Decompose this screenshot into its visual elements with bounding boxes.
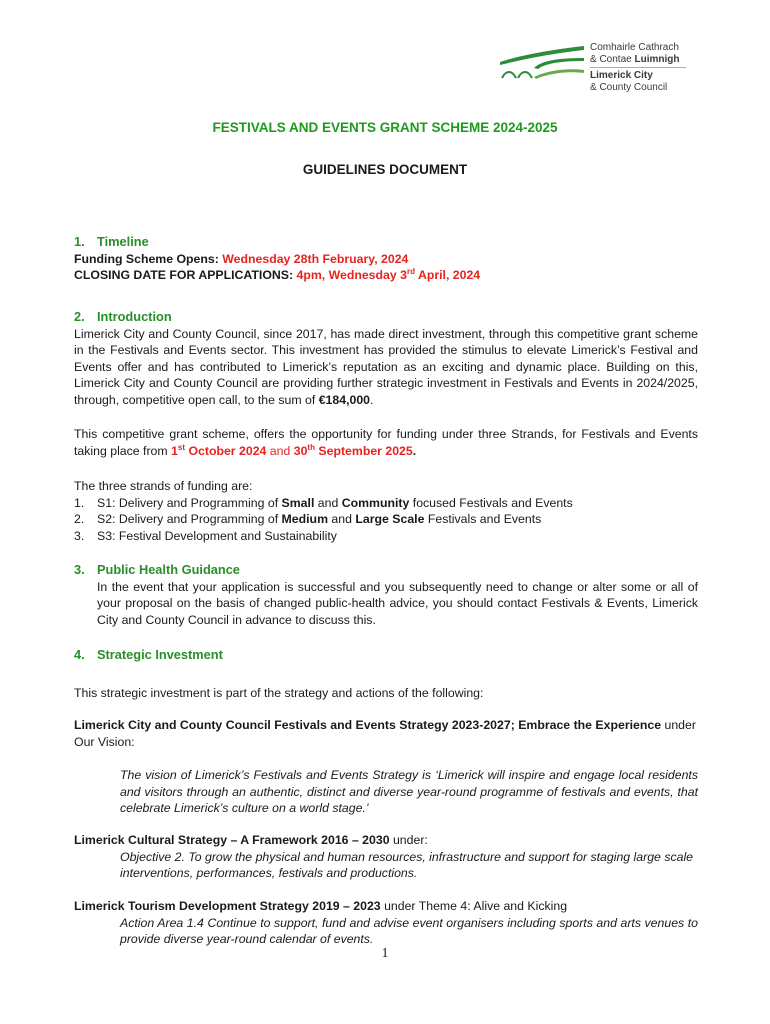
closing-date-value xyxy=(296,268,480,282)
strands-block xyxy=(74,478,698,544)
strategy-1-heading xyxy=(74,717,698,750)
strategy-2 xyxy=(74,832,698,882)
closing-date-label: CLOSING DATE FOR APPLICATIONS: xyxy=(74,268,297,283)
list-number: 2. xyxy=(74,512,85,527)
strategy-3 xyxy=(74,898,698,948)
section-title: Public Health Guidance xyxy=(97,562,240,577)
strand-bold-2: Large Scale xyxy=(355,512,425,527)
public-health-text: In the event that your application is successful and you subsequently need to change or alter some or all of your proposal on the basis of changed public-health advice, you should contact Festivals & Events, Limerick City and County Council in advance to discuss this. xyxy=(97,579,698,627)
section-number: 2. xyxy=(74,309,85,324)
list-item xyxy=(74,511,698,528)
logo-line-4: & County Council xyxy=(590,81,668,93)
strategy-3-title: Limerick Tourism Development Strategy 2019 – 2023 xyxy=(74,899,381,913)
list-item xyxy=(74,528,698,545)
section-introduction xyxy=(74,309,698,409)
intro-paragraph-1-text: Limerick City and County Council, since 2017, has made direct investment, through this competitive grant scheme in the Festivals and Events sector. This investment has provided the stimulus to elevate Limerick’s Festival and Events offer and has contributed to Limerick’s reputation as an exciting and dynamic place. Building on this, Limerick City and County Council are providing further strategic investment in Festivals and Events in 2024/2025, through, competitive open call, to the sum of xyxy=(74,326,698,407)
logo-line-2-bold: Luimnigh xyxy=(634,53,680,65)
closing-date-pre: 4pm, Wednesday 3 xyxy=(296,268,407,283)
logo-line-2 xyxy=(590,54,679,66)
logo-irish-name xyxy=(590,42,679,65)
section-number: 3. xyxy=(74,562,85,577)
strategy-3-quote: Action Area 1.4 Continue to support, fund and advise event organisers including sports and arts venues to provide diverse year-round calendar of events. xyxy=(120,915,698,947)
strand-text: S1: Delivery and Programming of xyxy=(97,495,282,510)
strategy-3-heading xyxy=(74,898,698,915)
intro-paragraph-2 xyxy=(74,426,698,459)
closing-date-line xyxy=(74,267,698,284)
strand-bold-2: Community xyxy=(341,495,410,510)
section-number: 1. xyxy=(74,234,85,249)
document-subtitle: GUIDELINES DOCUMENT xyxy=(302,162,468,177)
funding-opens-label: Funding Scheme Opens: xyxy=(74,251,223,266)
intro-paragraph-1-end: . xyxy=(370,392,374,407)
strategy-2-title: Limerick Cultural Strategy – A Framework 2016 – 2030 xyxy=(74,833,390,847)
council-logo xyxy=(498,40,698,100)
section-heading xyxy=(74,647,698,664)
strategy-3-rest: under Theme 4: Alive and Kicking xyxy=(380,899,568,913)
section-title: Timeline xyxy=(97,234,149,249)
section-title: Introduction xyxy=(97,309,172,324)
section-heading xyxy=(74,309,698,326)
strategy-1-quote: The vision of Limerick’s Festivals and Events Strategy is ‘Limerick will inspire and engage local residents and visitors through an authentic, distinct and diverse year-round programme of festivals and events, that celebrate Limerick’s culture on a world stage.’ xyxy=(120,768,698,816)
section-number: 4. xyxy=(74,647,85,662)
end-date-pre: 30 xyxy=(293,443,308,458)
strand-bold-1: Small xyxy=(281,495,315,510)
strategy-2-heading xyxy=(74,832,698,849)
strand-suffix: focused Festivals and Events xyxy=(409,495,573,510)
funding-opens-line xyxy=(74,251,698,268)
list-item xyxy=(74,495,698,512)
section-heading xyxy=(74,234,698,251)
intro-paragraph-1 xyxy=(74,326,698,409)
strands-intro: The three strands of funding are: xyxy=(74,479,253,493)
logo-line-2-prefix: & Contae xyxy=(590,53,635,65)
strand-text: S2: Delivery and Programming of xyxy=(97,512,282,527)
start-date-sup: st xyxy=(177,442,186,452)
page-number: 1 xyxy=(381,946,389,961)
strand-connector: and xyxy=(314,495,342,510)
strategy-1-title: Limerick City and County Council Festivals and Events Strategy 2023-2027; Embrace the Experience xyxy=(74,718,662,732)
strategy-1 xyxy=(74,717,698,750)
strand-end-date xyxy=(294,444,413,458)
strand-suffix: Festivals and Events xyxy=(424,512,542,527)
start-date-pre: 1 xyxy=(171,443,178,458)
logo-english-name xyxy=(590,70,667,93)
closing-date-post: April, 2024 xyxy=(414,268,481,283)
section-heading xyxy=(74,562,698,579)
strategy-2-quote: Objective 2. To grow the physical and human resources, infrastructure and support for staging large scale interventions, performances, festivals and productions. xyxy=(120,849,694,881)
section-public-health xyxy=(74,562,698,628)
strand-bold-1: Medium xyxy=(281,512,329,527)
strategy-2-rest: under: xyxy=(389,833,428,847)
section-timeline xyxy=(74,234,698,284)
intro-paragraph-2-end: . xyxy=(412,443,417,458)
document-title: FESTIVALS AND EVENTS GRANT SCHEME 2024-2025 xyxy=(212,120,558,135)
end-date-post: September 2025 xyxy=(314,443,413,458)
strand-start-date xyxy=(171,444,266,458)
intro-paragraph-2-text: This competitive grant scheme, offers the opportunity for funding under three Strands, for Festivals and Events taking place from xyxy=(74,427,698,458)
strand-connector: and xyxy=(328,512,356,527)
date-connector: and xyxy=(266,443,294,458)
strategic-intro: This strategic investment is part of the strategy and actions of the following: xyxy=(74,686,484,700)
list-number: 1. xyxy=(74,495,85,510)
logo-divider xyxy=(590,67,686,68)
closing-date-sup: rd xyxy=(406,267,415,277)
logo-line-1: Comhairle Cathrach xyxy=(590,42,679,53)
start-date-post: October 2024 xyxy=(185,443,267,458)
section-strategic-investment xyxy=(74,647,698,664)
strand-text: S3: Festival Development and Sustainability xyxy=(97,528,337,543)
funding-opens-date: Wednesday 28th February, 2024 xyxy=(222,251,409,266)
strategy-1-rest: under Our Vision: xyxy=(74,718,696,749)
funding-amount: €184,000 xyxy=(318,392,371,407)
end-date-sup: th xyxy=(307,442,315,452)
list-number: 3. xyxy=(74,528,85,543)
section-title: Strategic Investment xyxy=(97,647,223,662)
river-bridge-logo-icon xyxy=(498,44,586,84)
logo-line-3: Limerick City xyxy=(590,70,653,81)
